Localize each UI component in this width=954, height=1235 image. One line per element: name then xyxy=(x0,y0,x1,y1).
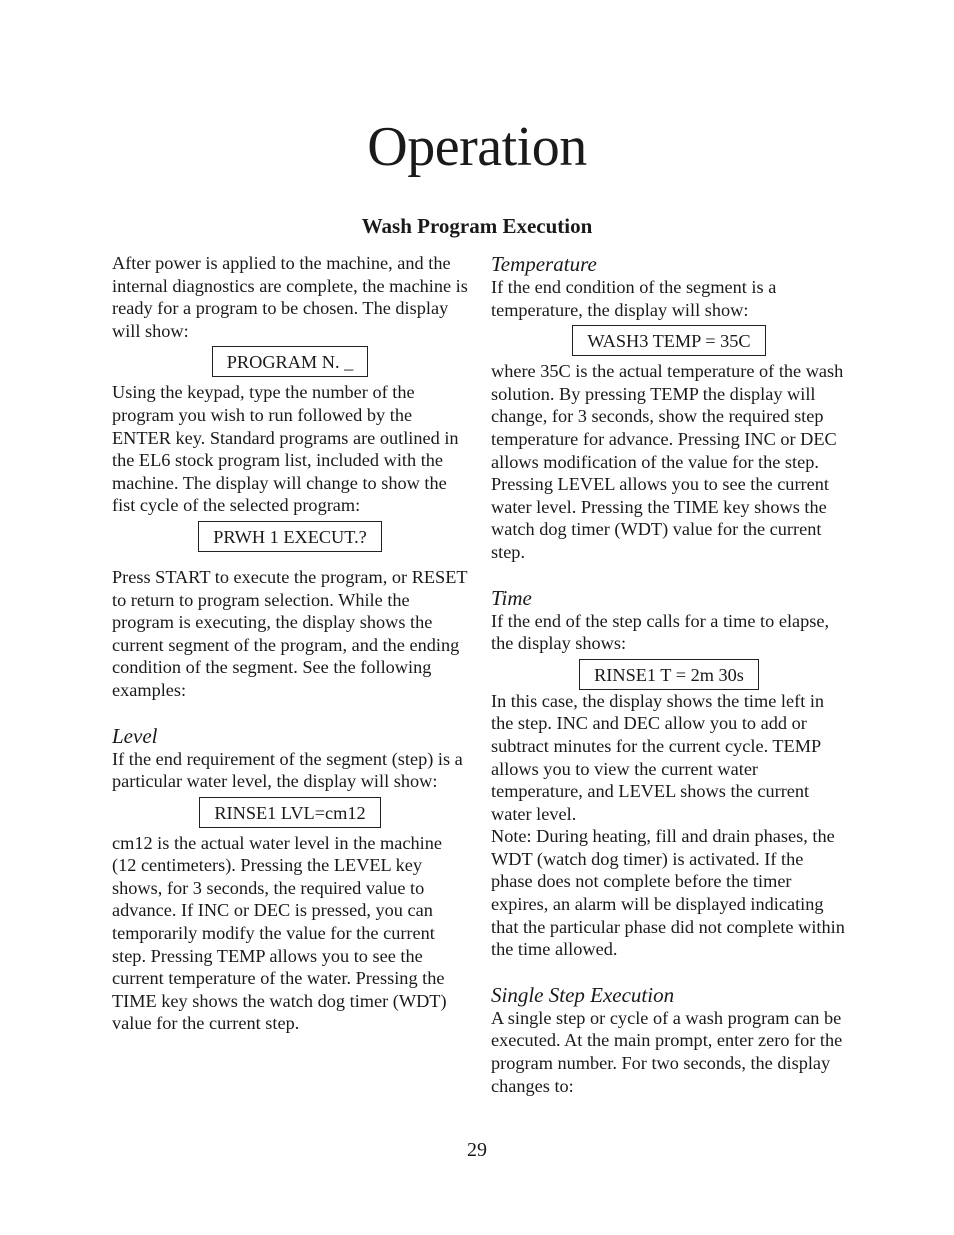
time-intro: If the end of the step calls for a time to elapse, the display shows: xyxy=(491,610,830,654)
single-step-body: A single step or cycle of a wash program can be executed. At the main prompt, enter zero for the program number. For two seconds, the display changes to: xyxy=(491,1007,843,1096)
temperature-body: where 35C is the actual temperature of the wash solution. By pressing TEMP the display will change, for 3 seconds, show the required step temperature for advance. Pressing INC or DEC allows modification of the value for the step. Pressing LEVEL allows you to see the current water level. Pressing the TIME key shows the watch dog timer (WDT) value for the current step. xyxy=(491,361,844,562)
section-subtitle: Wash Program Execution xyxy=(361,214,593,238)
page-title: Operation xyxy=(367,116,587,178)
level-heading: Level xyxy=(112,723,158,748)
keypad-paragraph: Using the keypad, type the number of the program you wish to run followed by the ENTER key. Standard programs are outlined in the EL6 stock program list, included with the machine. The display will change to show the fist cycle of the selected program: xyxy=(112,382,459,516)
level-body: cm12 is the actual water level in the machine (12 centimeters). Pressing the LEVEL key shows, for 3 seconds, the required value to advance. If INC or DEC is pressed, you can temporarily modify the value for the current step. Pressing TEMP allows you to see the current temperature of the water. Pressing the TIME key shows the watch dog timer (WDT) value for the current step. xyxy=(112,832,447,1034)
time-note: Note: During heating, fill and drain phases, the WDT (watch dog timer) is activated. If the phase does not complete before the timer expires, an alarm will be displayed indicating that the particular phase did not complete within the time allowed. xyxy=(491,826,845,960)
temperature-intro: If the end condition of the segment is a temperature, the display will show: xyxy=(491,277,777,320)
time-heading: Time xyxy=(491,585,532,610)
display-execute-prompt: PRWH 1 EXECUT.? xyxy=(198,521,382,552)
page-number: 29 xyxy=(467,1139,487,1161)
temperature-heading: Temperature xyxy=(491,252,597,276)
display-temperature-example: WASH3 TEMP = 35C xyxy=(572,325,765,356)
right-column xyxy=(491,252,847,1097)
single-step-heading: Single Step Execution xyxy=(491,982,675,1007)
intro-paragraph: After power is applied to the machine, and the internal diagnostics are complete, the machine is ready for a program to be chosen. The display will show: xyxy=(112,253,468,341)
level-intro: If the end requirement of the segment (step) is a particular water level, the display will show: xyxy=(112,748,463,792)
display-program-prompt: PROGRAM N. _ xyxy=(212,346,368,377)
time-body: In this case, the display shows the time left in the step. INC and DEC allow you to add or subtract minutes for the current cycle. TEMP allows you to view the current water temperature, and LEVEL shows the current water level. xyxy=(491,690,825,824)
execute-paragraph: Press START to execute the program, or RESET to return to program selection. While the program is executing, the display shows the current segment of the program, and the ending condition of the segment. See the following examples: xyxy=(112,566,468,700)
left-column xyxy=(112,252,468,1035)
display-level-example: RINSE1 LVL=cm12 xyxy=(199,797,380,828)
display-time-example: RINSE1 T = 2m 30s xyxy=(579,659,759,690)
